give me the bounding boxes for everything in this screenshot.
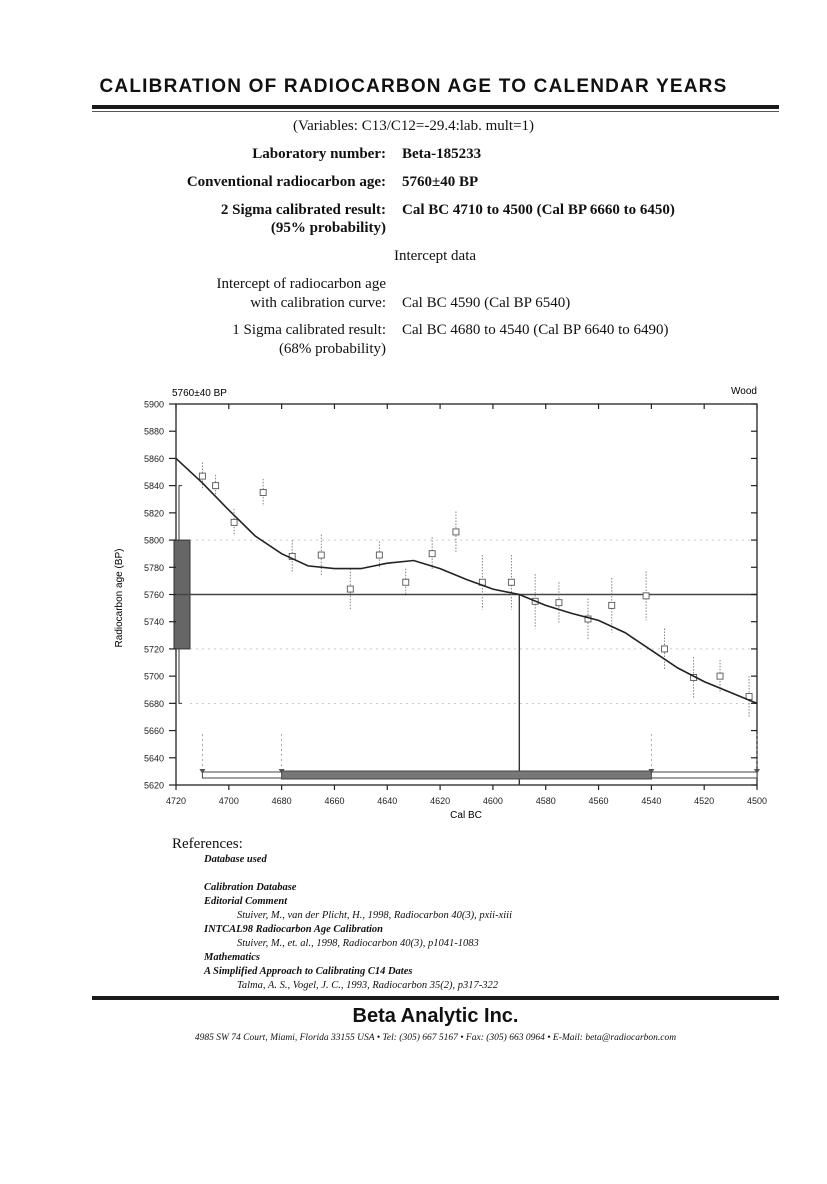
data-point [662, 646, 668, 652]
sigma2-probability: (95% probability) [270, 220, 386, 236]
variables-line: (Variables: C13/C12=-29.4:lab. mult=1) [292, 118, 535, 134]
ref-database-used: Database used [204, 854, 267, 865]
lab-number-value: Beta-185233 [402, 146, 482, 162]
data-point [508, 579, 514, 585]
data-point [213, 483, 219, 489]
data-point [643, 593, 649, 599]
intercept-label-2: with calibration curve: [250, 295, 386, 311]
y-tick-label: 5720 [143, 644, 164, 655]
ref-approach: A Simplified Approach to Calibrating C14 Dates [204, 966, 413, 977]
x-tick-label: 4640 [377, 796, 398, 806]
intercept-label: Intercept of radiocarbon age [216, 276, 386, 292]
one-sigma-range-bar [282, 771, 652, 779]
radiocarbon-age-label: Conventional radiocarbon age: [186, 174, 386, 190]
y-tick-label: 5900 [143, 399, 164, 410]
y-tick-label: 5760 [143, 590, 164, 600]
ref-intcal-cite: Stuiver, M., et. al., 1998, Radiocarbon 40(3), p1041-1083 [237, 938, 479, 949]
ref-editorial-cite: Stuiver, M., van der Plicht, H., 1998, Radiocarbon 40(3), pxii-xiii [237, 910, 512, 921]
company-address: 4985 SW 74 Court, Miami, Florida 33155 USA • Tel: (305) 667 5167 • Fax: (305) 663 0964 • E-Mail: beta@radiocarbon.com [194, 1033, 677, 1043]
sigma1-value: Cal BC 4680 to 4540 (Cal BP 6640 to 6490) [402, 322, 669, 338]
ref-intcal: INTCAL98 Radiocarbon Age Calibration [204, 924, 384, 935]
sigma2-value: Cal BC 4710 to 4500 (Cal BP 6660 to 6450) [402, 202, 675, 218]
x-tick-label: 4660 [324, 796, 345, 806]
references-section [172, 836, 243, 853]
y-tick-label: 5780 [143, 562, 164, 573]
y-tick-label: 5660 [143, 726, 164, 737]
data-point [260, 489, 266, 495]
data-point [609, 602, 615, 608]
y-tick-label: 5800 [143, 535, 164, 546]
y-tick-label: 5700 [143, 671, 164, 682]
data-point [429, 551, 435, 557]
y-tick-label: 5620 [143, 780, 164, 791]
x-tick-label: 4700 [218, 796, 239, 806]
y-tick-label: 5680 [143, 698, 164, 709]
data-point [199, 473, 205, 479]
data-point [556, 600, 562, 606]
footer-rule [92, 996, 779, 1000]
data-point [403, 579, 409, 585]
references-heading: References: [172, 836, 243, 852]
x-tick-label: 4580 [535, 796, 556, 806]
y-tick-label: 5740 [143, 617, 164, 628]
sigma2-label: 2 Sigma calibrated result: [220, 202, 386, 218]
y-tick-label: 5820 [143, 508, 164, 519]
data-point [347, 586, 353, 592]
x-tick-label: 4600 [482, 796, 503, 806]
data-point [453, 529, 459, 535]
chart-title-left: 5760±40 BP [172, 388, 227, 399]
data-point [231, 519, 237, 525]
ref-mathematics: Mathematics [204, 952, 261, 963]
x-tick-label: 4620 [430, 796, 451, 806]
y-tick-label: 5860 [143, 453, 164, 464]
x-tick-label: 4720 [165, 796, 187, 806]
y-tick-label: 5640 [143, 753, 164, 764]
intercept-heading: Intercept data [393, 248, 477, 264]
data-point [717, 673, 723, 679]
intercept-value: Cal BC 4590 (Cal BP 6540) [402, 295, 571, 311]
header-rule [92, 105, 779, 109]
chart-title-right: Wood [731, 386, 757, 397]
ref-approach-cite: Talma, A. S., Vogel, J. C., 1993, Radiocarbon 35(2), p317-322 [237, 980, 499, 991]
sigma1-probability: (68% probability) [278, 341, 386, 357]
page-title: CALIBRATION OF RADIOCARBON AGE TO CALENDAR YEARS [99, 76, 728, 97]
x-tick-label: 4540 [641, 796, 662, 806]
chart-x-label: Cal BC [450, 810, 482, 821]
calibration-chart-svg [0, 380, 827, 830]
company-name: Beta Analytic Inc. [352, 1005, 519, 1027]
x-tick-label: 4560 [588, 796, 609, 806]
x-tick-label: 4500 [746, 796, 768, 806]
lab-number-label: Laboratory number: [252, 146, 386, 162]
data-point [376, 552, 382, 558]
radiocarbon-age-value: 5760±40 BP [402, 174, 479, 190]
header-rule-thin [92, 111, 779, 112]
sigma1-label: 1 Sigma calibrated result: [232, 322, 386, 338]
ref-editorial: Editorial Comment [204, 896, 288, 907]
y-tick-label: 5840 [143, 481, 164, 492]
data-point [318, 552, 324, 558]
chart-y-label: Radiocarbon age (BP) [114, 548, 125, 648]
calibration-chart [0, 380, 827, 830]
ref-calibration-database: Calibration Database [204, 882, 297, 893]
y-tick-label: 5880 [143, 426, 164, 437]
x-tick-label: 4520 [694, 796, 715, 806]
x-tick-label: 4680 [271, 796, 292, 806]
